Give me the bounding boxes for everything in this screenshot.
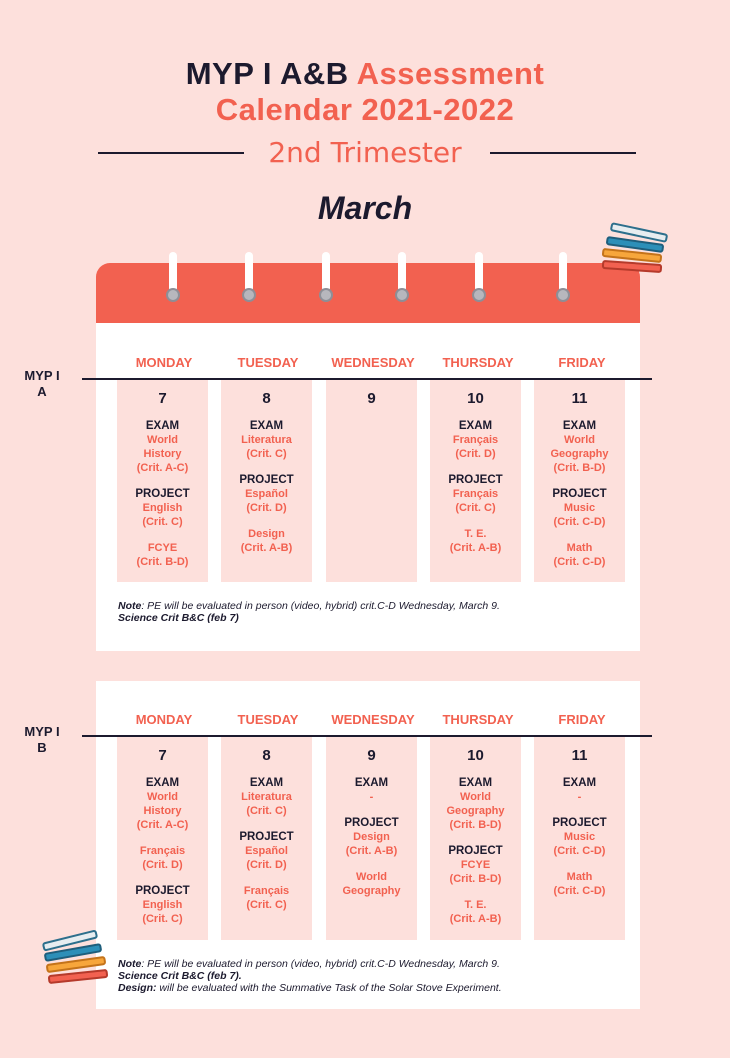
binder-ring-icon [319,252,333,304]
assessment-subject: Literatura (Crit. C) [241,434,292,460]
day-tuesday: TUESDAY [237,712,299,727]
assessment-subject: Español (Crit. D) [245,845,288,871]
day-column [326,380,417,582]
date-number: 11 [571,390,588,407]
binder-ring-icon [166,252,180,304]
assessment-entry [221,473,312,515]
day-column [430,380,521,582]
title-assessment: Assessment [356,56,545,91]
assessment-subject: T. E. (Crit. A-B) [449,528,502,554]
assessment-subject: Español (Crit. D) [245,488,288,514]
assessment-subject: Français (Crit. D) [452,434,499,460]
assessment-type: PROJECT [552,488,607,500]
assessment-type: EXAM [458,420,493,432]
day-thursday: THURSDAY [442,712,514,727]
assessment-entry [221,884,312,912]
assessment-entry [117,419,208,475]
assessment-subject: Music (Crit. C-D) [553,831,606,857]
assessment-entry [534,419,625,475]
assessment-entry [430,776,521,832]
assessment-entry [117,884,208,926]
assessment-entry [534,870,625,898]
day-friday: FRIDAY [558,712,606,727]
day-column [326,737,417,940]
group-label-b: MYP I B [24,724,60,755]
book-stack-icon [600,222,670,282]
group-label-a: MYP I A [24,368,60,399]
assessment-subject: FCYE (Crit. B-D) [136,542,189,568]
assessment-subject: - [577,791,582,803]
assessment-entry [221,776,312,818]
note-b-science: Science Crit B&C (feb 7). [118,970,242,982]
assessment-entry [117,487,208,529]
note-a-text: : PE will be evaluated in person (video, hybrid) crit.C-D Wednesday, March 9. [141,600,500,612]
day-friday: FRIDAY [558,355,606,370]
assessment-subject: Design (Crit. A-B) [240,528,293,554]
month-title: March [317,190,413,226]
note-a-label: Note [118,600,142,612]
assessment-type: EXAM [562,777,597,789]
assessment-entry [534,541,625,569]
assessment-type: PROJECT [344,817,399,829]
book-stack-icon [40,930,110,990]
assessment-entry [326,870,417,898]
day-monday: MONDAY [135,712,193,727]
day-wednesday: WEDNESDAY [331,712,415,727]
assessment-type: PROJECT [135,885,190,897]
assessment-type: PROJECT [552,817,607,829]
assessment-subject: World History (Crit. A-C) [136,434,189,474]
date-number: 7 [158,747,167,764]
assessment-entry [534,816,625,858]
assessment-entry [534,487,625,529]
date-number: 9 [367,747,376,764]
day-column [221,380,312,582]
assessment-entry [430,844,521,886]
assessment-type: PROJECT [239,474,294,486]
assessment-subject: English (Crit. C) [142,899,183,925]
assessment-type: EXAM [562,420,597,432]
day-tuesday: TUESDAY [237,355,299,370]
date-number: 10 [467,390,484,407]
assessment-type: EXAM [249,777,284,789]
assessment-subject: - [369,791,374,803]
assessment-type: EXAM [458,777,493,789]
note-b-text: : PE will be evaluated in person (video, hybrid) crit.C-D Wednesday, March 9. [141,958,500,970]
date-number: 7 [158,390,167,407]
assessment-entry [430,898,521,926]
assessment-entry [430,419,521,461]
assessment-subject: FCYE (Crit. B-D) [449,859,502,885]
assessment-subject: Literatura (Crit. C) [241,791,292,817]
day-column [117,737,208,940]
binder-ring-icon [242,252,256,304]
assessment-entry [221,830,312,872]
assessment-type: EXAM [354,777,389,789]
assessment-entry [326,816,417,858]
assessment-subject: Design (Crit. A-B) [345,831,398,857]
assessment-entry [326,776,417,804]
assessment-subject: World Geography [342,871,401,897]
assessment-entry [117,844,208,872]
assessment-subject: Math (Crit. C-D) [553,542,606,568]
binder-ring-icon [395,252,409,304]
assessment-subject: Français (Crit. C) [452,488,499,514]
assessment-subject: World Geography (Crit. B-D) [446,791,505,831]
title-myp: MYP I A&B [185,56,349,91]
subtitle-row [0,136,730,170]
note-b-design-text: will be evaluated with the Summative Task of the Solar Stove Experiment. [156,982,502,994]
date-number: 8 [262,390,271,407]
assessment-entry [117,541,208,569]
day-column [430,737,521,940]
assessment-subject: Français (Crit. C) [243,885,290,911]
day-column [534,737,625,940]
note-b-label: Note [118,958,142,970]
day-column [221,737,312,940]
assessment-type: EXAM [145,420,180,432]
assessment-entry [430,473,521,515]
assessment-subject: World History (Crit. A-C) [136,791,189,831]
note-b [118,958,502,994]
day-wednesday: WEDNESDAY [331,355,415,370]
title-line-2: Calendar 2021-2022 [215,92,515,127]
binder-ring-icon [472,252,486,304]
assessment-subject: English (Crit. C) [142,502,183,528]
assessment-type: PROJECT [135,488,190,500]
date-number: 11 [571,747,588,764]
assessment-subject: Math (Crit. C-D) [553,871,606,897]
assessment-entry [221,527,312,555]
assessment-type: PROJECT [448,845,503,857]
assessment-entry [430,527,521,555]
subtitle: 2nd Trimester [268,136,462,169]
assessment-subject: T. E. (Crit. A-B) [449,899,502,925]
assessment-entry [534,776,625,804]
day-column [534,380,625,582]
date-number: 10 [467,747,484,764]
title-line-1 [0,56,730,92]
note-a [118,600,500,624]
assessment-subject: Music (Crit. C-D) [553,502,606,528]
assessment-subject: Français (Crit. D) [139,845,186,871]
day-column [117,380,208,582]
note-a-science: Science Crit B&C (feb 7) [118,612,239,624]
day-monday: MONDAY [135,355,193,370]
assessment-type: PROJECT [448,474,503,486]
assessment-type: EXAM [145,777,180,789]
assessment-type: EXAM [249,420,284,432]
assessment-entry [117,776,208,832]
assessment-entry [221,419,312,461]
subtitle-divider-right [490,152,636,154]
assessment-subject: World Geography (Crit. B-D) [550,434,609,474]
date-number: 8 [262,747,271,764]
note-b-design-label: Design: [118,982,157,994]
date-number: 9 [367,390,376,407]
binder-ring-icon [556,252,570,304]
day-thursday: THURSDAY [442,355,514,370]
assessment-type: PROJECT [239,831,294,843]
